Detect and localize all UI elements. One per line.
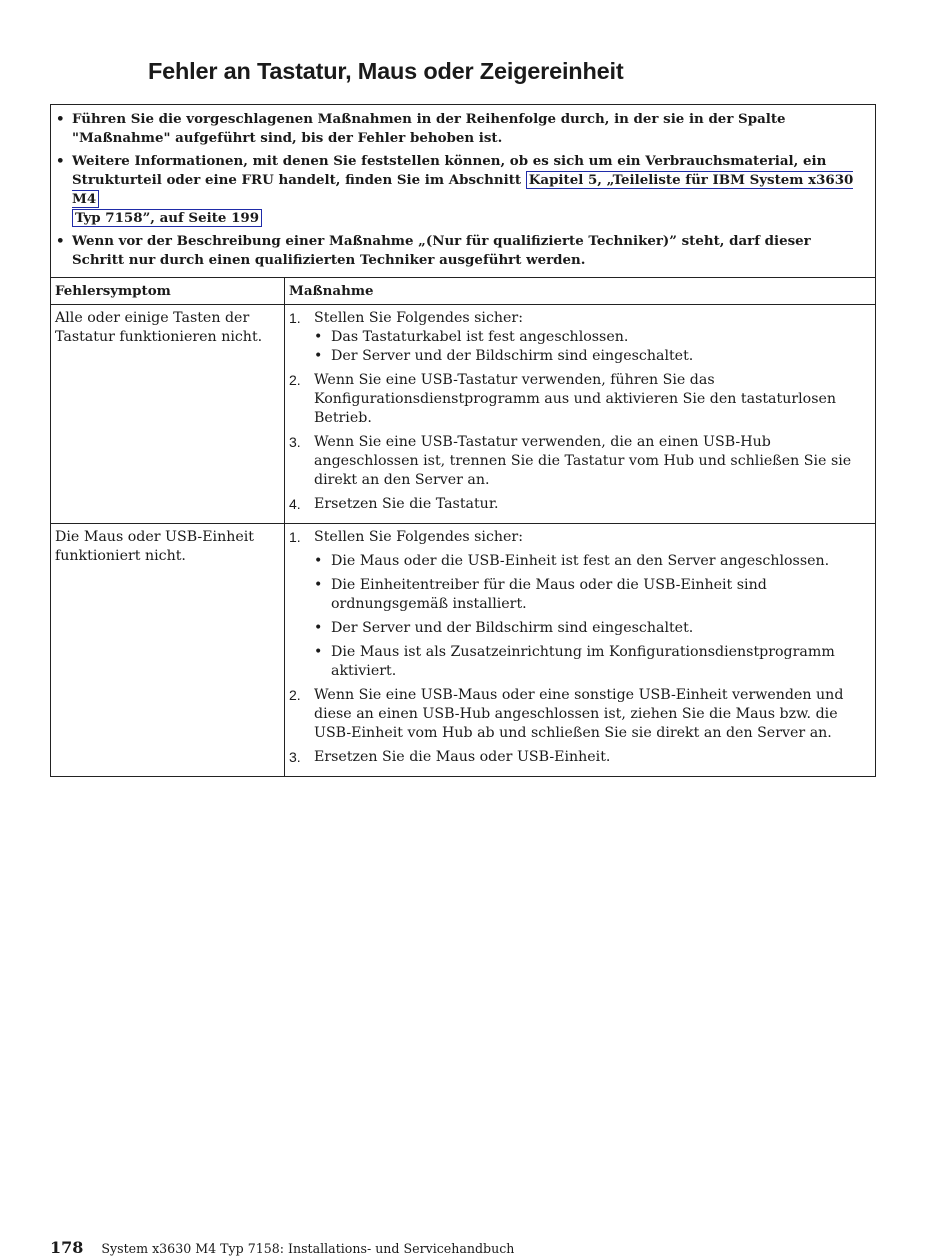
page-title: Fehler an Tastatur, Maus oder Zeigereinheit xyxy=(148,58,624,84)
bullet-icon: • xyxy=(314,553,323,569)
note-item xyxy=(55,110,863,148)
table-row xyxy=(51,305,875,524)
link-text-line2[interactable]: Typ 7158”, auf Seite 199 xyxy=(75,210,260,226)
sub-item xyxy=(314,576,871,614)
step-number: 3. xyxy=(289,434,301,450)
note-item xyxy=(55,152,863,228)
bullet-icon: • xyxy=(56,233,65,249)
sub-item xyxy=(314,328,871,347)
note-text: Wenn vor der Beschreibung einer Maßnahme „(Nur für qualifizierte Techniker)” steht, darf dieser Schritt nur durch einen qualifizierten Techniker ausgeführt werden. xyxy=(72,233,811,268)
notes-block xyxy=(51,105,875,278)
step-text: Ersetzen Sie die Tastatur. xyxy=(314,496,499,512)
table-row xyxy=(51,524,875,776)
note-item xyxy=(55,232,863,270)
note-text-prefix: Weitere Informationen, mit denen Sie feststellen können, ob es sich um ein Verbrauchsmaterial, ein Strukturteil oder eine FRU handelt, finden Sie im Abschnitt xyxy=(72,153,827,188)
header-action: Maßnahme xyxy=(289,283,374,299)
step-number: 2. xyxy=(289,372,301,388)
troubleshooting-table xyxy=(50,104,876,777)
page-number: 178 xyxy=(50,1238,84,1257)
bullet-icon: • xyxy=(314,620,323,636)
bullet-icon: • xyxy=(56,111,65,127)
action-step xyxy=(289,309,871,366)
link-text-line1[interactable]: Kapitel 5, „Teileliste für IBM System x3630 M4 xyxy=(72,172,854,207)
action-step xyxy=(289,686,871,743)
bullet-icon: • xyxy=(314,577,323,593)
action-step xyxy=(289,748,871,767)
step-text: Ersetzen Sie die Maus oder USB-Einheit. xyxy=(314,749,611,765)
step-number: 2. xyxy=(289,687,301,703)
step-number: 1. xyxy=(289,310,301,326)
symptom-cell: Die Maus oder USB-Einheit funktioniert nicht. xyxy=(51,524,285,776)
sub-item-text: Die Maus oder die USB-Einheit ist fest an den Server angeschlossen. xyxy=(331,553,830,569)
footer-title: System x3630 M4 Typ 7158: Installations- und Servicehandbuch xyxy=(101,1241,515,1256)
action-steps xyxy=(289,309,871,514)
sub-item-text: Der Server und der Bildschirm sind eingeschaltet. xyxy=(331,620,694,636)
note-text xyxy=(72,152,863,228)
step-text: Stellen Sie Folgendes sicher: xyxy=(314,529,523,545)
action-steps xyxy=(289,528,871,767)
symptom-cell: Alle oder einige Tasten der Tastatur funktionieren nicht. xyxy=(51,305,285,523)
sub-item-text: Das Tastaturkabel ist fest angeschlossen. xyxy=(331,329,629,345)
action-cell xyxy=(285,524,875,776)
action-cell xyxy=(285,305,875,523)
action-step xyxy=(289,528,871,681)
sub-item-text: Die Einheitentreiber für die Maus oder die USB-Einheit sind ordnungsgemäß installiert. xyxy=(331,577,767,612)
cross-reference-link[interactable] xyxy=(72,209,262,227)
action-step xyxy=(289,495,871,514)
sub-item xyxy=(314,552,871,571)
action-step xyxy=(289,371,871,428)
bullet-icon: • xyxy=(56,153,65,169)
step-text: Wenn Sie eine USB-Tastatur verwenden, die an einen USB-Hub angeschlossen ist, trennen Sie die Tastatur vom Hub und schließen Sie sie direkt an den Server an. xyxy=(314,434,852,488)
sub-list xyxy=(314,328,871,366)
table-header-row xyxy=(51,278,875,305)
step-number: 3. xyxy=(289,749,301,765)
action-step xyxy=(289,433,871,490)
sub-item-text: Der Server und der Bildschirm sind eingeschaltet. xyxy=(331,348,694,364)
page-footer xyxy=(50,1238,514,1257)
step-number: 4. xyxy=(289,496,301,512)
note-text: Führen Sie die vorgeschlagenen Maßnahmen in der Reihenfolge durch, in der sie in der Spalte "Maßnahme" aufgeführt sind, bis der Fehler behoben ist. xyxy=(72,111,786,146)
bullet-icon: • xyxy=(314,644,323,660)
sub-item xyxy=(314,347,871,366)
bullet-icon: • xyxy=(314,329,323,345)
step-number: 1. xyxy=(289,529,301,545)
step-text: Wenn Sie eine USB-Tastatur verwenden, führen Sie das Konfigurationsdienstprogramm aus und aktivieren Sie den tastaturlosen Betrieb. xyxy=(314,372,837,426)
sub-item-text: Die Maus ist als Zusatzeinrichtung im Konfigurationsdienstprogramm aktiviert. xyxy=(331,644,835,679)
step-text: Wenn Sie eine USB-Maus oder eine sonstige USB-Einheit verwenden und diese an einen USB-Hub angeschlossen ist, ziehen Sie die Maus bzw. die USB-Einheit vom Hub ab und schließen Sie sie direkt an den Server an. xyxy=(314,687,844,741)
bullet-icon: • xyxy=(314,348,323,364)
header-symptom: Fehlersymptom xyxy=(51,278,285,304)
sub-item xyxy=(314,643,871,681)
sub-list xyxy=(314,552,871,681)
step-text: Stellen Sie Folgendes sicher: xyxy=(314,310,523,326)
sub-item xyxy=(314,619,871,638)
